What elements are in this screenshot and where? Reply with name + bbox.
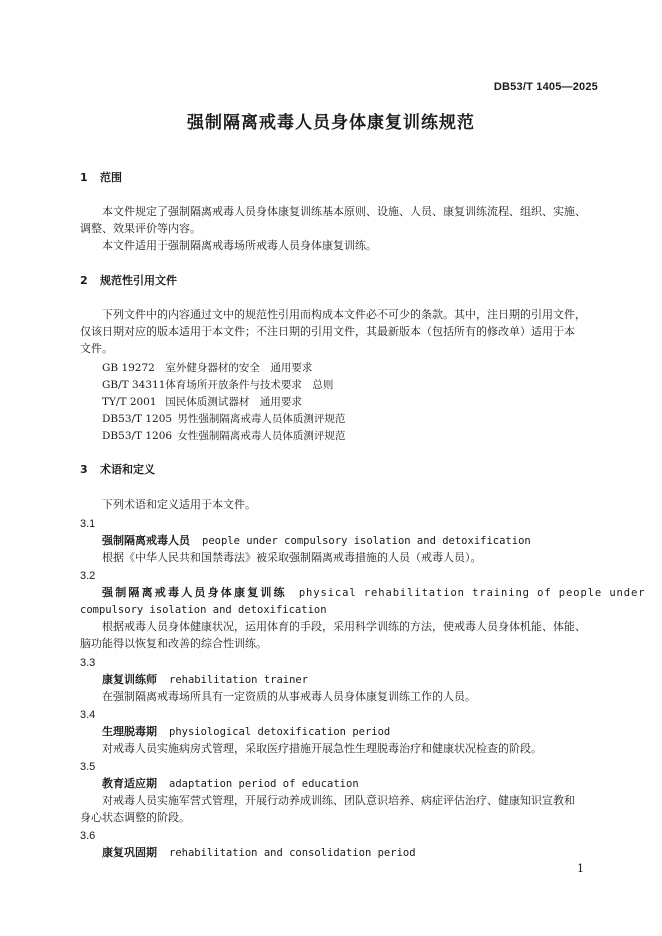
section-title: 术语和定义 — [100, 463, 155, 476]
term-chinese: 强制隔离戒毒人员 — [102, 534, 190, 547]
term-number: 3.6 — [80, 830, 96, 842]
reference-item — [102, 412, 345, 426]
section-title: 规范性引用文件 — [100, 274, 177, 287]
term-definition: 对戒毒人员实施病房式管理，采取医疗措施开展急性生理脱毒治疗和健康状况检查的阶段。 — [102, 742, 542, 755]
reference-code: DB53/T 1206 — [102, 430, 173, 442]
paragraph-line: 调整、效果评价等内容。 — [80, 222, 201, 235]
section-title: 范围 — [100, 171, 122, 184]
term-definition: 根据《中华人民共和国禁毒法》被采取强制隔离戒毒措施的人员（戒毒人员）。 — [102, 551, 482, 564]
term-number: 3.4 — [80, 709, 96, 721]
term-english: adaptation period of education — [169, 778, 359, 790]
paragraph: 下列术语和定义适用于本文件。 — [102, 498, 256, 511]
reference-title: 国民体质测试器材 通用要求 — [165, 396, 302, 408]
reference-item — [102, 361, 312, 375]
term-heading — [102, 725, 390, 739]
section-number: 2 — [80, 274, 88, 287]
term-chinese: 强制隔离戒毒人员身体康复训练 — [102, 586, 287, 599]
paragraph-line: 文件。 — [80, 342, 113, 355]
reference-code: TY/T 2001 — [102, 396, 157, 408]
reference-title: 室外健身器材的安全 通用要求 — [165, 362, 313, 374]
section-number: 1 — [80, 171, 88, 184]
term-english-continued: compulsory isolation and detoxification — [80, 604, 327, 616]
reference-code: DB53/T 1205 — [102, 413, 173, 425]
term-english: rehabilitation trainer — [169, 674, 309, 686]
term-definition: 在强制隔离戒毒场所具有一定资质的从事戒毒人员身体康复训练工作的人员。 — [102, 690, 476, 703]
term-definition: 身心状态调整的阶段。 — [80, 811, 190, 824]
term-heading — [102, 586, 645, 600]
term-heading — [102, 846, 416, 860]
paragraph-line: 下列文件中的内容通过文中的规范性引用而构成本文件必不可少的条款。其中，注日期的引用文件， — [102, 308, 586, 321]
term-definition: 根据戒毒人员身体健康状况，运用体育的手段，采用科学训练的方法，使戒毒人员身体机能、体能、 — [102, 620, 586, 633]
page-number: 1 — [577, 862, 584, 875]
term-number: 3.2 — [80, 570, 96, 582]
reference-item — [102, 378, 333, 392]
section-1-heading — [80, 171, 122, 185]
paragraph-line: 本文件规定了强制隔离戒毒人员身体康复训练基本原则、设施、人员、康复训练流程、组织、实施、 — [102, 205, 586, 218]
reference-code: GB 19272 — [102, 362, 155, 374]
reference-title: 女性强制隔离戒毒人员体质测评规范 — [177, 430, 346, 442]
term-english: people under compulsory isolation and detoxification — [202, 535, 531, 547]
term-number: 3.3 — [80, 657, 96, 669]
reference-title: 男性强制隔离戒毒人员体质测评规范 — [177, 413, 346, 425]
term-heading — [102, 777, 359, 791]
reference-code: GB/T 34311 — [102, 379, 166, 391]
reference-item — [102, 429, 345, 443]
term-english: rehabilitation and consolidation period — [169, 847, 416, 859]
term-chinese: 康复训练师 — [102, 673, 157, 686]
term-definition: 脑功能得以恢复和改善的综合性训练。 — [80, 637, 267, 650]
term-chinese: 教育适应期 — [102, 777, 157, 790]
reference-title: 体育场所开放条件与技术要求 总则 — [165, 379, 334, 391]
section-2-heading — [80, 274, 177, 288]
paragraph: 本文件适用于强制隔离戒毒场所戒毒人员身体康复训练。 — [102, 239, 377, 252]
section-3-heading — [80, 463, 155, 477]
term-english: physiological detoxification period — [169, 726, 391, 738]
paragraph-line: 仅该日期对应的版本适用于本文件；不注日期的引用文件，其最新版本（包括所有的修改单）适用于本 — [80, 325, 575, 338]
term-english: physical rehabilitation training of people under — [298, 587, 646, 599]
term-number: 3.1 — [80, 518, 96, 530]
page-title: 强制隔离戒毒人员身体康复训练规范 — [187, 113, 475, 133]
reference-item — [102, 395, 302, 409]
term-heading — [102, 673, 308, 687]
term-number: 3.5 — [80, 761, 96, 773]
term-chinese: 康复巩固期 — [102, 846, 157, 859]
term-chinese: 生理脱毒期 — [102, 725, 157, 738]
term-definition: 对戒毒人员实施军营式管理，开展行动养成训练、团队意识培养、病症评估治疗、健康知识宣教和 — [102, 794, 575, 807]
term-heading — [102, 534, 531, 548]
section-number: 3 — [80, 463, 88, 476]
standard-code: DB53/T 1405—2025 — [493, 81, 598, 93]
